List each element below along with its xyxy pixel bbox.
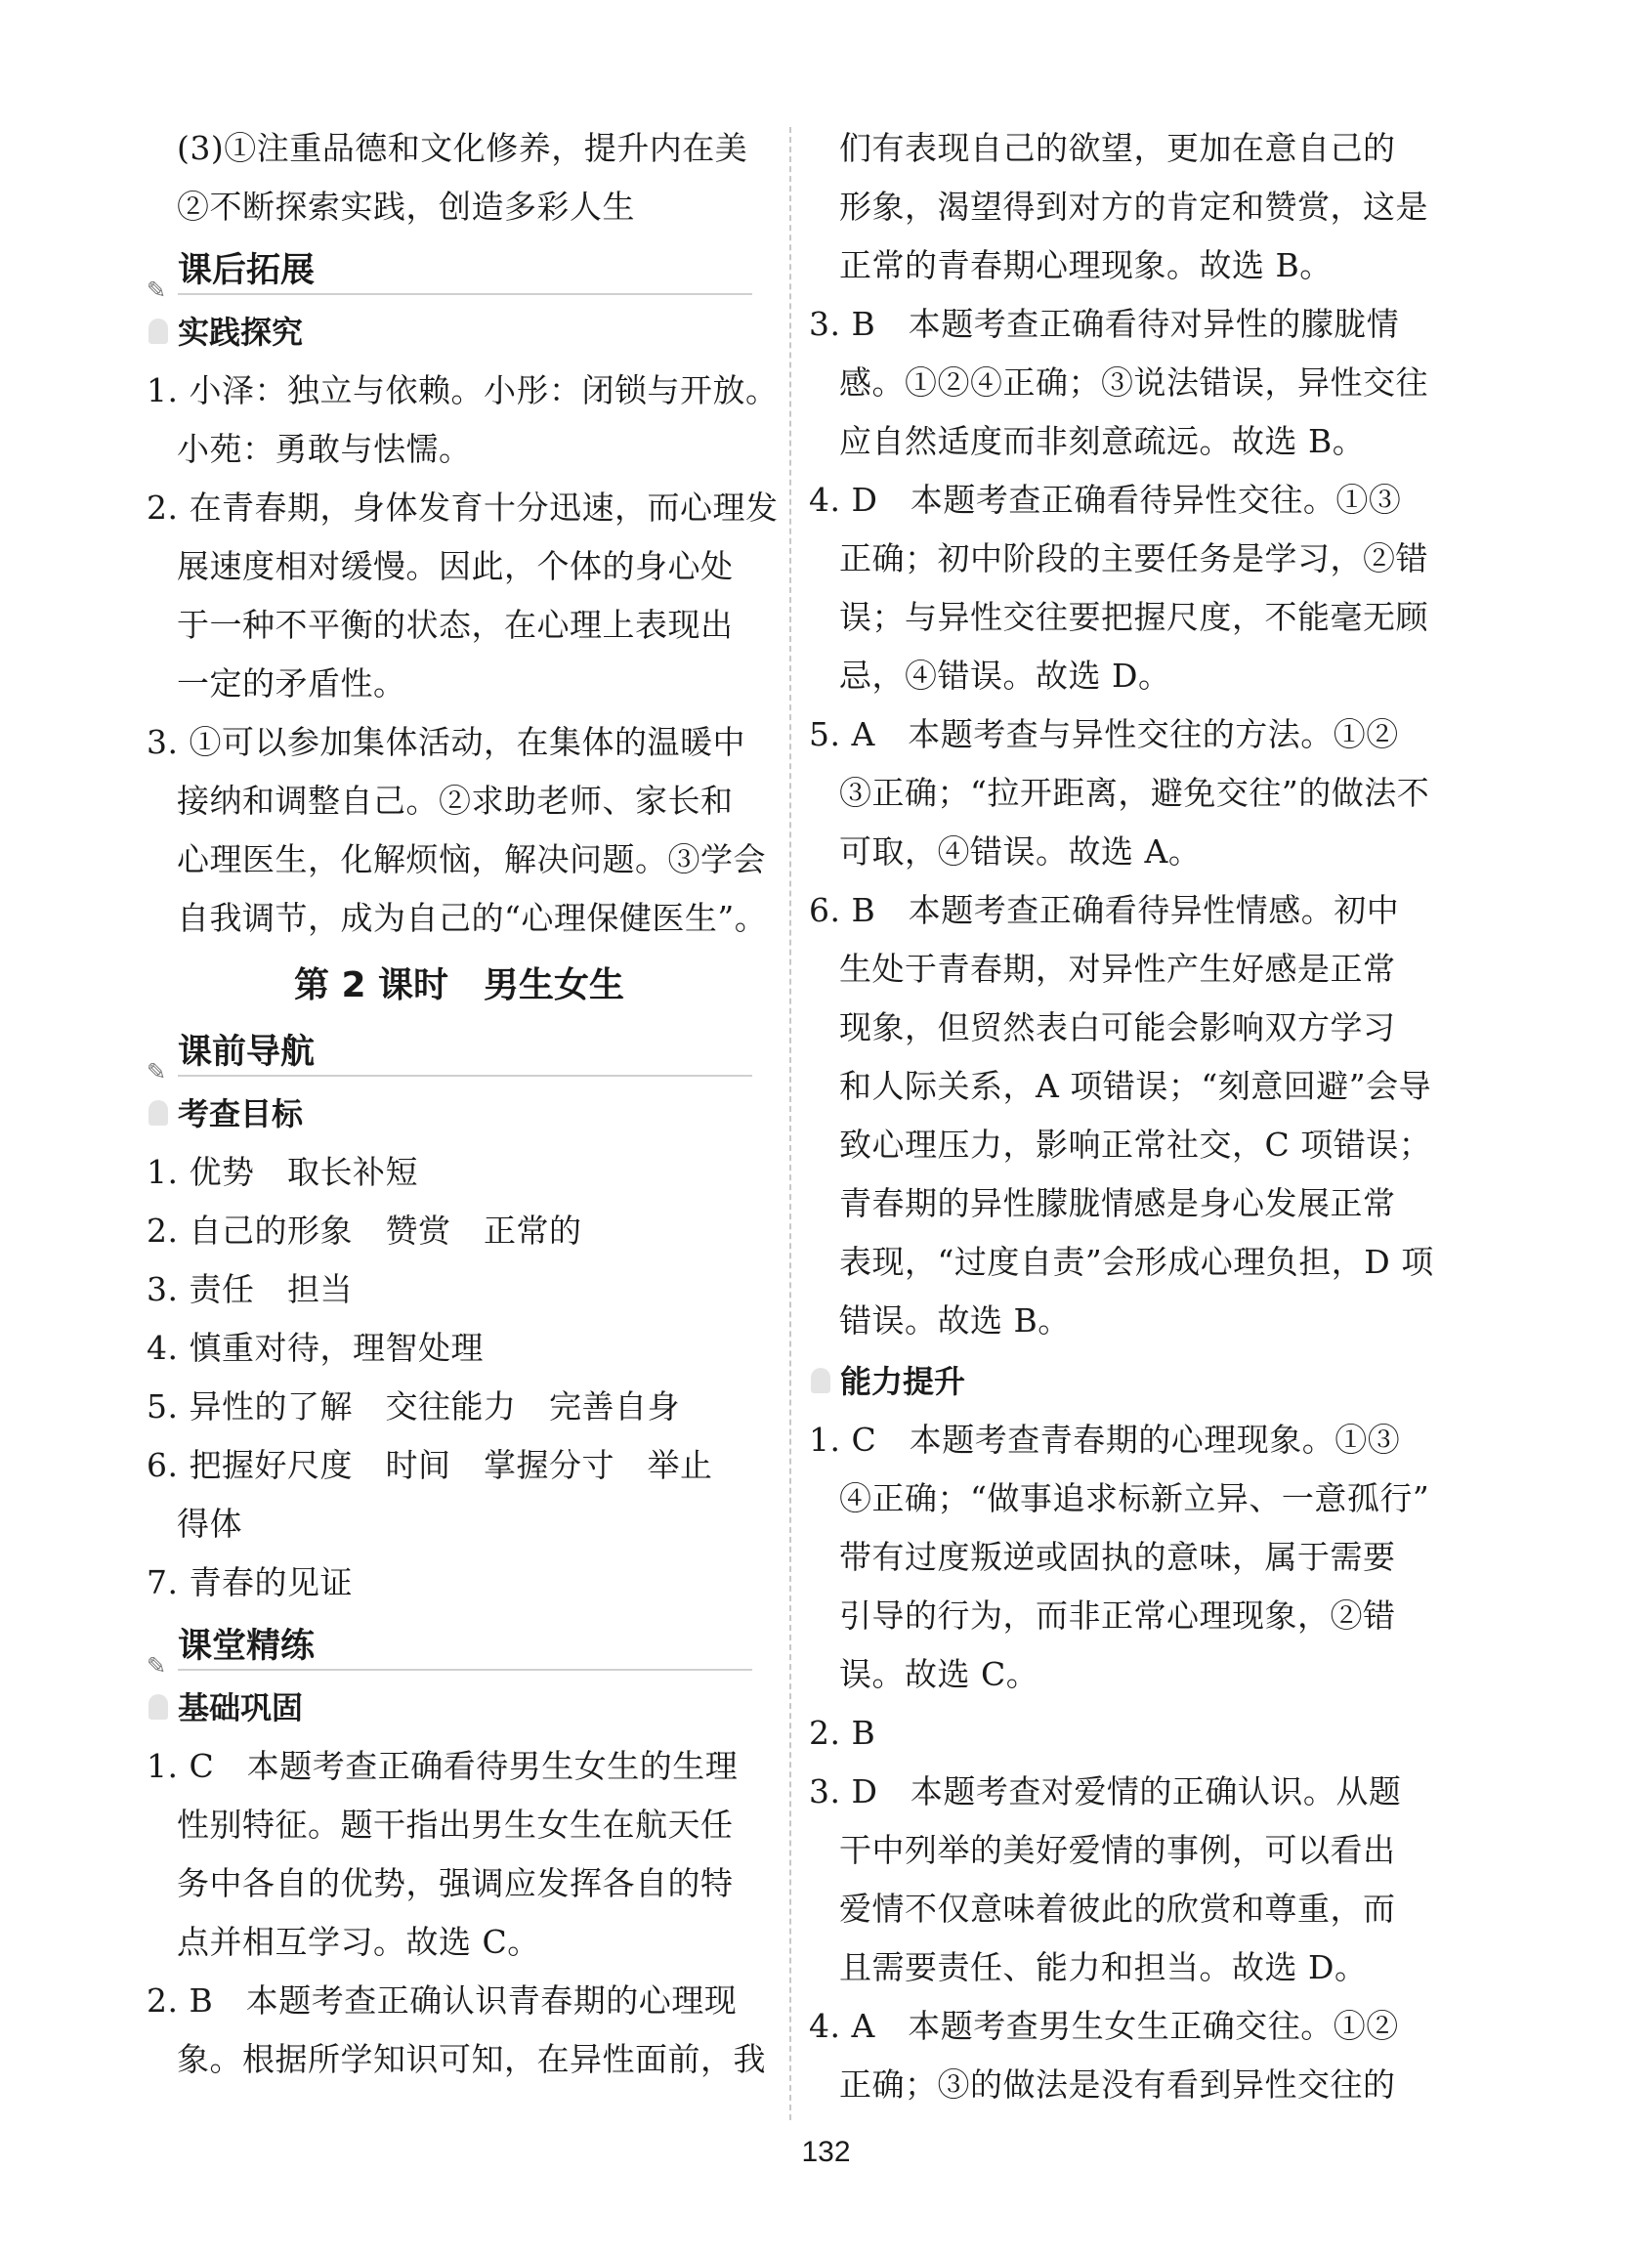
list-item: 1. 小泽：独立与依赖。小彤：闭锁与开放。 小苑：勇敢与怯懦。 [147, 371, 779, 468]
section-heading-kehou [147, 240, 772, 304]
list-item: 2. 自己的形象 赞赏 正常的 [147, 1212, 582, 1250]
bulb-icon [148, 1694, 168, 1720]
section-marker-icon: ✎ [147, 277, 167, 304]
list-item: 7. 青春的见证 [147, 1563, 353, 1601]
text-line: 们有表现自己的欲望，更加在意自己的 [839, 129, 1396, 167]
list-item: 2. B 本题考查正确认识青春期的心理现 象。根据所学知识可知，在异性面前，我 [147, 1981, 766, 2078]
list-item: 1. 优势 取长补短 [147, 1153, 418, 1191]
subsection-heading-shijian [147, 303, 772, 362]
bulb-icon [148, 319, 168, 344]
subsection-heading-text: 考查目标 [178, 1095, 304, 1132]
list-item: 3. D 本题考查对爱情的正确认识。从题 干中列举的美好爱情的事例，可以看出 爱情不仅意味着彼此的欣赏和尊重，而 且需要责任、能力和担当。故选 D。 [809, 1772, 1402, 1986]
text-line: (3)①注重品德和文化修养，提升内在美 [177, 129, 748, 167]
column-divider [789, 127, 791, 2120]
list-item: 1. C 本题考查正确看待男生女生的生理 性别特征。题干指出男生女生在航天任 务中各自的优势，强调应发挥各自的特 点并相互学习。故选 C。 [147, 1747, 739, 1961]
list-item: 6. B 本题考查正确看待异性情感。初中 生处于青春期，对异性产生好感是正常 现象，但贸然表白可能会影响双方学习 和人际关系，A 项错误；“刻意回避”会导 致心理压力，影响正常社交，C 项错误； 青春期的异性朦胧情感是身心发展正常 表现，“过度自责”会形成心理负担，D 项 错误。故选 B。 [809, 891, 1434, 1340]
list-item: 3. ①可以参加集体活动，在集体的温暖中 接纳和调整自己。②求助老师、家长和 心理医生，化解烦恼，解决问题。③学会 自我调节，成为自己的“心理保健医生”。 [147, 723, 768, 937]
list-item: 4. A 本题考查男生女生正确交往。①② 正确；③的做法是没有看到异性交往的 [809, 2007, 1399, 2104]
section-heading-text: 课堂精练 [178, 1627, 316, 1666]
section-marker-icon: ✎ [147, 1652, 167, 1680]
list-item: 2. B [809, 1714, 876, 1752]
chapter-title: 第 2 课时 男生女生 [293, 965, 625, 1005]
left-column [147, 119, 779, 2089]
text-line: ②不断探索实践，创造多彩人生 [177, 188, 635, 226]
bulb-icon [148, 1100, 168, 1126]
subsection-heading-nengli [809, 1352, 1444, 1411]
list-item: 1. C 本题考查青春期的心理现象。①③ ④正确；“做事追求标新立异、一意孤行” 带有过度叛逆或固执的意味，属于需要 引导的行为，而非正常心理现象，②错 误。故选 C。 [809, 1421, 1430, 1693]
list-item: 3. 责任 担当 [147, 1270, 353, 1308]
section-heading-text: 课后拓展 [178, 251, 316, 290]
text-line: 形象，渴望得到对方的肯定和赞赏，这是 [839, 188, 1428, 226]
list-item: 5. A 本题考查与异性交往的方法。①② ③正确；“拉开距离，避免交往”的做法不 可取，④错误。故选 A。 [809, 715, 1430, 871]
page-number: 132 [801, 2136, 851, 2168]
section-heading-ketang [147, 1616, 772, 1680]
subsection-heading-text: 能力提升 [840, 1363, 966, 1400]
subsection-heading-text: 实践探究 [178, 314, 304, 351]
section-marker-icon: ✎ [147, 1058, 167, 1085]
section-heading-keqian [147, 1022, 772, 1083]
right-column [809, 119, 1444, 2114]
subsection-heading-jichu [147, 1679, 772, 1737]
subsection-heading-kaocha [147, 1085, 772, 1143]
section-heading-text: 课前导航 [178, 1033, 316, 1072]
list-item: 5. 异性的了解 交往能力 完善自身 [147, 1387, 680, 1426]
list-item: 2. 在青春期，身体发育十分迅速，而心理发 展速度相对缓慢。因此，个体的身心处 于一种不平衡的状态，在心理上表现出 一定的矛盾性。 [147, 489, 779, 702]
text-line: 正常的青春期心理现象。故选 B。 [839, 246, 1333, 284]
list-item: 3. B 本题考查正确看待对异性的朦胧情 感。①②④正确；③说法错误，异性交往 应自然适度而非刻意疏远。故选 B。 [809, 305, 1428, 460]
list-item: 6. 把握好尺度 时间 掌握分寸 举止 得体 [147, 1446, 713, 1543]
bulb-icon [811, 1368, 830, 1393]
list-item: 4. D 本题考查正确看待异性交往。①③ 正确；初中阶段的主要任务是学习，②错 误；与异性交往要把握尺度，不能毫无顾 忌，④错误。故选 D。 [809, 481, 1428, 695]
list-item: 4. 慎重对待，理智处理 [147, 1329, 484, 1367]
subsection-heading-text: 基础巩固 [178, 1689, 304, 1726]
